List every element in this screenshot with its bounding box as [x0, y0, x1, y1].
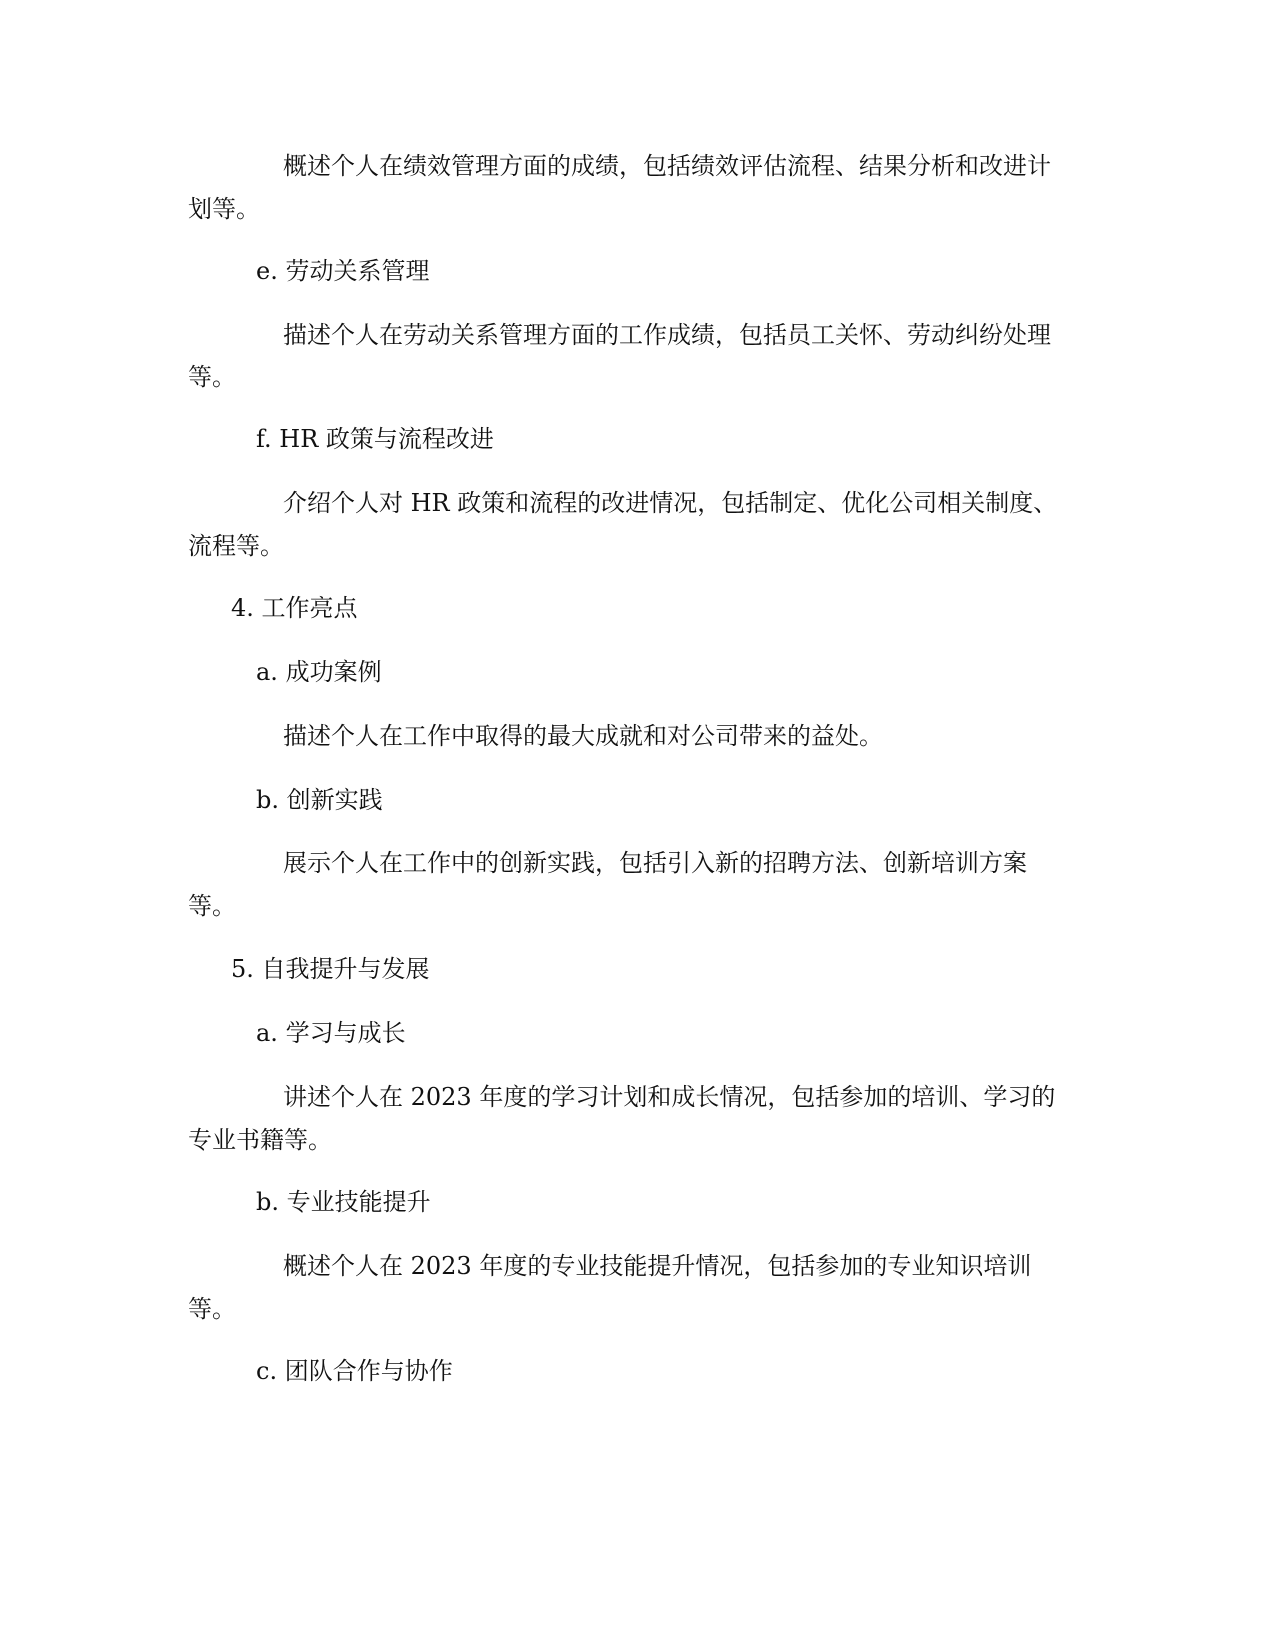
- item-4b-heading: b. 创新实践: [256, 786, 383, 814]
- learning-desc-line-1: 讲述个人在 2023 年度的学习计划和成长情况，包括参加的培训、学习的: [283, 1083, 1056, 1111]
- policy-desc-line-2: 流程等。: [188, 532, 284, 560]
- item-5b-heading: b. 专业技能提升: [256, 1188, 431, 1216]
- performance-desc-line-1: 概述个人在绩效管理方面的成绩，包括绩效评估流程、结果分析和改进计: [283, 152, 1051, 180]
- learning-desc-line-2: 专业书籍等。: [188, 1126, 332, 1154]
- item-4a-heading: a. 成功案例: [256, 658, 382, 686]
- case-desc-line-1: 描述个人在工作中取得的最大成就和对公司带来的益处。: [283, 722, 883, 750]
- innovation-desc-line-2: 等。: [188, 892, 236, 920]
- skills-desc-line-2: 等。: [188, 1295, 236, 1323]
- labor-desc-line-1: 描述个人在劳动关系管理方面的工作成绩，包括员工关怀、劳动纠纷处理: [283, 321, 1051, 349]
- labor-desc-line-2: 等。: [188, 363, 236, 391]
- performance-desc-line-2: 划等。: [188, 195, 260, 223]
- innovation-desc-line-1: 展示个人在工作中的创新实践，包括引入新的招聘方法、创新培训方案: [283, 849, 1027, 877]
- item-f-heading: f. HR 政策与流程改进: [256, 425, 494, 453]
- section-4-heading: 4. 工作亮点: [231, 594, 358, 622]
- item-5a-heading: a. 学习与成长: [256, 1019, 406, 1047]
- skills-desc-line-1: 概述个人在 2023 年度的专业技能提升情况，包括参加的专业知识培训: [283, 1252, 1032, 1280]
- item-5c-heading: c. 团队合作与协作: [256, 1357, 453, 1385]
- section-5-heading: 5. 自我提升与发展: [231, 955, 430, 983]
- policy-desc-line-1: 介绍个人对 HR 政策和流程的改进情况，包括制定、优化公司相关制度、: [283, 489, 1058, 517]
- item-e-heading: e. 劳动关系管理: [256, 257, 430, 285]
